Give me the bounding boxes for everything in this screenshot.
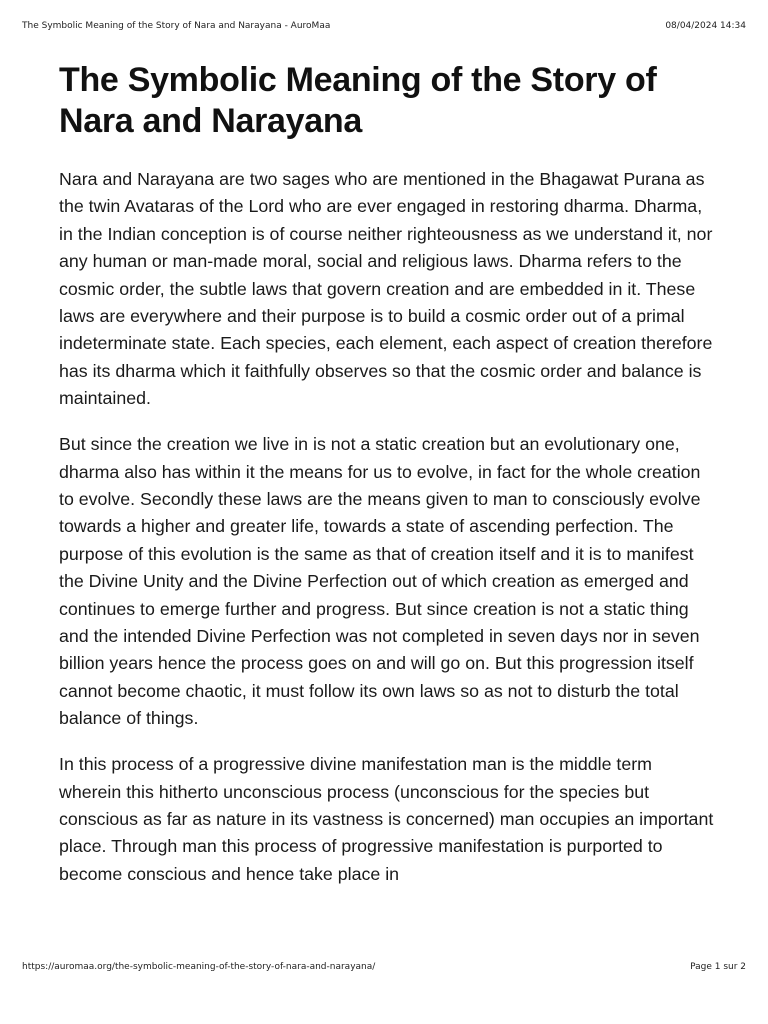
article [59,60,715,907]
article-body [59,166,715,888]
article-title: The Symbolic Meaning of the Story of Nara and Narayana [59,61,657,140]
article-paragraph: In this process of a progressive divine manifestation man is the middle term wherein this hitherto unconscious process (unconscious for the species but conscious as far as nature in its vastness is concerned) man occupies an important place. Through man this process of progressive manifestation is purported to become conscious and hence take place in [59,754,714,884]
print-header [22,21,746,31]
print-header-title: The Symbolic Meaning of the Story of Nara and Narayana - AuroMaa [22,21,331,31]
print-footer-page-number: Page 1 sur 2 [690,962,746,972]
article-paragraph: But since the creation we live in is not a static creation but an evolutionary one, dharma also has within it the means for us to evolve, in fact for the whole creation to evolve. Secondly these laws are the means given to man to consciously evolve towards a higher and greater life, towards a state of ascending perfection. The purpose of this evolution is the same as that of creation itself and it is to manifest the Divine Unity and the Divine Perfection out of which creation as emerged and continues to emerge further and progress. But since creation is not a static thing and the intended Divine Perfection was not completed in seven days nor in seven billion years hence the process goes on and will go on. But this progression itself cannot become chaotic, it must follow its own laws so as not to disturb the total balance of things. [59,434,701,729]
article-paragraph: Nara and Narayana are two sages who are mentioned in the Bhagawat Purana as the twin Avataras of the Lord who are ever engaged in restoring dharma. Dharma, in the Indian conception is of course neither righteousness as we understand it, nor any human or man-made moral, social and religious laws. Dharma refers to the cosmic order, the subtle laws that govern creation and are embedded in it. These laws are everywhere and their purpose is to build a cosmic order out of a primal indeterminate state. Each species, each element, each aspect of creation therefore has its dharma which it faithfully observes so that the cosmic order and balance is maintained. [59,169,713,409]
print-header-datetime: 08/04/2024 14:34 [665,21,746,31]
print-footer [22,962,746,972]
print-footer-url[interactable]: https://auromaa.org/the-symbolic-meaning-of-the-story-of-nara-and-narayana/ [22,962,376,972]
